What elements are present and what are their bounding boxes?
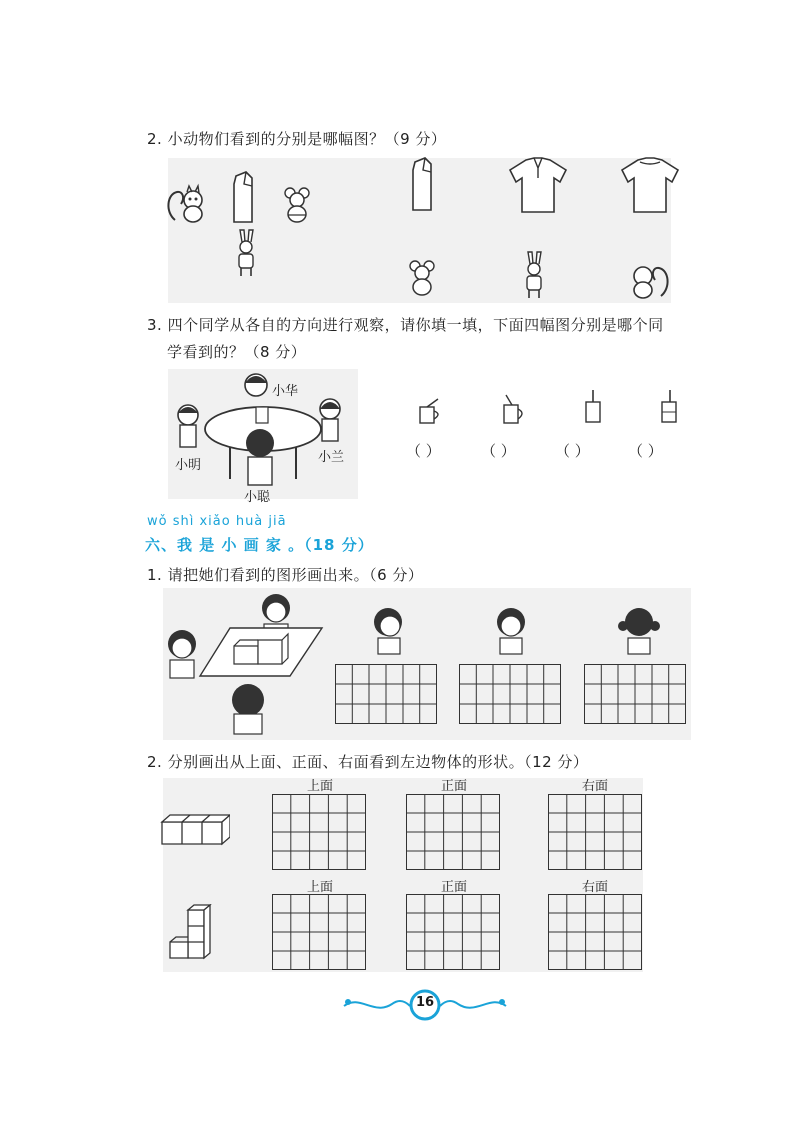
grid-top-view-1[interactable] [272,794,366,870]
blank-1[interactable]: （ ） [406,442,441,460]
grid-front-view-2[interactable] [406,894,500,970]
mouse-answer-icon [405,258,441,298]
grid-right-view-1[interactable] [548,794,642,870]
page-number: 16 [415,995,435,1010]
s6-q2-title: 2. 分别画出从上面、正面、右面看到左边物体的形状。（12 分） [147,753,589,771]
q2-title: 2. 小动物们看到的分别是哪幅图？（9 分） [147,130,447,148]
l-shape-cubes-icon [168,904,216,962]
label-right-2: 右面 [581,880,608,895]
round-table-illustration [168,369,358,499]
blank-3[interactable]: （ ） [555,442,590,460]
blank-4[interactable]: （ ） [628,442,663,460]
girl-left-view-icon [368,604,408,656]
q3-title-line1: 3. 四个同学从各自的方向进行观察，请你填一填，下面四幅图分别是哪个同 [147,316,664,334]
drawing-grid-3[interactable] [584,664,686,724]
shirt-back-icon [618,156,682,214]
cup-view-1-icon [416,397,444,427]
mouse-icon [280,185,316,225]
girl-front-view-icon [491,604,531,656]
label-front-2: 正面 [440,880,467,895]
shirt-front-icon [506,156,570,214]
girls-around-blocks-illustration [160,588,330,740]
section6-title: 六、我 是 小 画 家 。（18 分） [145,536,374,554]
label-xiaocong: 小聪 [244,490,271,505]
rabbit-answer-icon [520,250,548,300]
three-cubes-row-icon [160,812,230,848]
label-xiaolan: 小兰 [318,450,345,465]
grid-front-view-1[interactable] [406,794,500,870]
squirrel-icon [165,182,211,224]
cup-view-2-icon [500,393,528,427]
label-front-1: 正面 [440,779,467,794]
q3-title-line2: 学看到的？（8 分） [167,343,307,361]
label-right-1: 右面 [581,779,608,794]
cup-view-4-icon [658,388,682,426]
blank-2[interactable]: （ ） [481,442,516,460]
label-top-2: 上面 [306,880,333,895]
squirrel-answer-icon [625,258,671,300]
grid-right-view-2[interactable] [548,894,642,970]
section6-pinyin: wǒ shì xiǎo huà jiā [147,514,287,529]
girl-back-view-icon [617,604,661,656]
s6-q1-title: 1. 请把她们看到的图形画出来。（6 分） [147,566,424,584]
rabbit-icon [232,228,260,278]
label-xiaoming: 小明 [175,458,202,473]
grid-top-view-2[interactable] [272,894,366,970]
label-xiaohua: 小华 [272,384,299,399]
shirt-side-answer-icon [407,156,441,214]
drawing-grid-1[interactable] [335,664,437,724]
drawing-grid-2[interactable] [459,664,561,724]
label-top-1: 上面 [306,779,333,794]
shirt-side-icon [228,170,262,226]
cup-view-3-icon [582,388,606,426]
